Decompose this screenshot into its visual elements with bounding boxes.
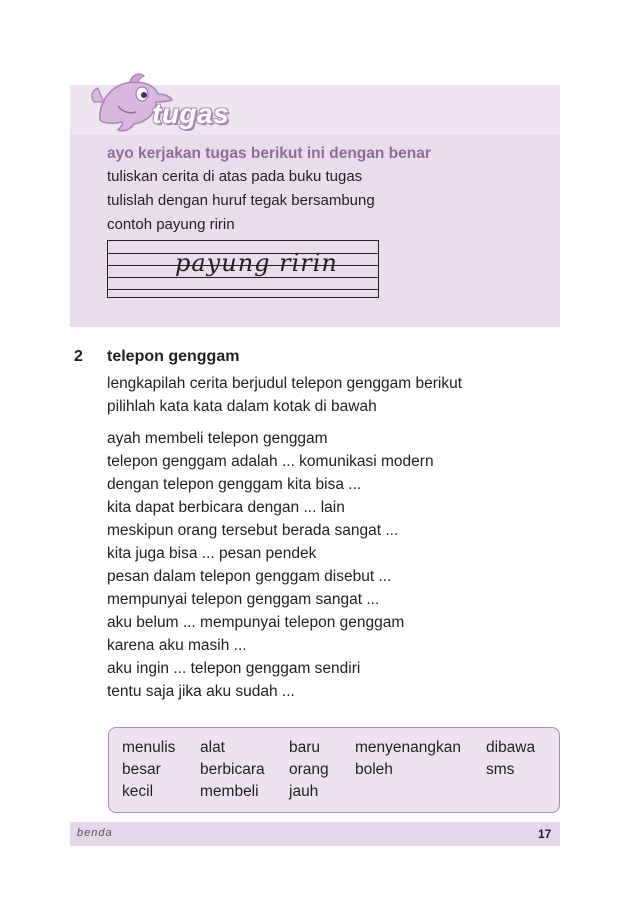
story-line: karena aku masih ... [107,637,247,654]
word-option: dibawa [486,739,536,756]
story-line: tentu saja jika aku sudah ... [107,683,295,700]
word-option: menyenangkan [355,739,461,756]
word-bank-column [486,737,535,781]
story-line: aku belum ... mempunyai telepon genggam [107,614,405,631]
page-number: 17 [538,827,552,841]
word-bank-column [289,737,329,803]
story-line: ayah membeli telepon genggam [107,430,328,447]
story-line: telepon genggam adalah ... komunikasi modern [107,453,434,470]
footer-chapter: benda [77,827,113,839]
task-title: ayo kerjakan tugas berikut ini dengan benar [107,145,431,162]
word-option: baru [289,739,321,756]
word-option: orang [289,761,329,778]
instruction-line: pilihlah kata kata dalam kotak di bawah [107,398,377,415]
word-bank-column [200,737,265,803]
story-line: dengan telepon genggam kita bisa ... [107,476,362,493]
writing-rule [108,277,378,278]
story-line: pesan dalam telepon genggam disebut ... [107,568,392,585]
task-label: tugas [152,98,230,129]
section-number: 2 [74,348,83,365]
task-line: tuliskan cerita di atas pada buku tugas [107,168,363,185]
cursive-example: payung ririn [175,249,338,277]
story-line: mempunyai telepon genggam sangat ... [107,591,380,608]
word-option: kecil [122,783,154,800]
word-option: menulis [122,739,176,756]
story-line: aku ingin ... telepon genggam sendiri [107,660,361,677]
word-option: jauh [289,783,319,800]
instruction-line: lengkapilah cerita berjudul telepon genggam berikut [107,375,463,392]
writing-rule [108,289,378,290]
story-line: kita dapat berbicara dengan ... lain [107,499,345,516]
task-line: contoh payung ririn [107,216,235,233]
section-title: telepon genggam [107,348,240,365]
word-option: berbicara [200,761,265,778]
word-bank-column [122,737,175,803]
story-line: kita juga bisa ... pesan pendek [107,545,317,562]
task-line: tulislah dengan huruf tegak bersambung [107,192,375,209]
word-option: alat [200,739,225,756]
word-option: membeli [200,783,259,800]
story-line: meskipun orang tersebut berada sangat ... [107,522,399,539]
footer-bar [70,822,560,846]
word-option: besar [122,761,161,778]
word-bank-column [355,737,461,781]
word-option: boleh [355,761,393,778]
word-option: sms [486,761,515,778]
